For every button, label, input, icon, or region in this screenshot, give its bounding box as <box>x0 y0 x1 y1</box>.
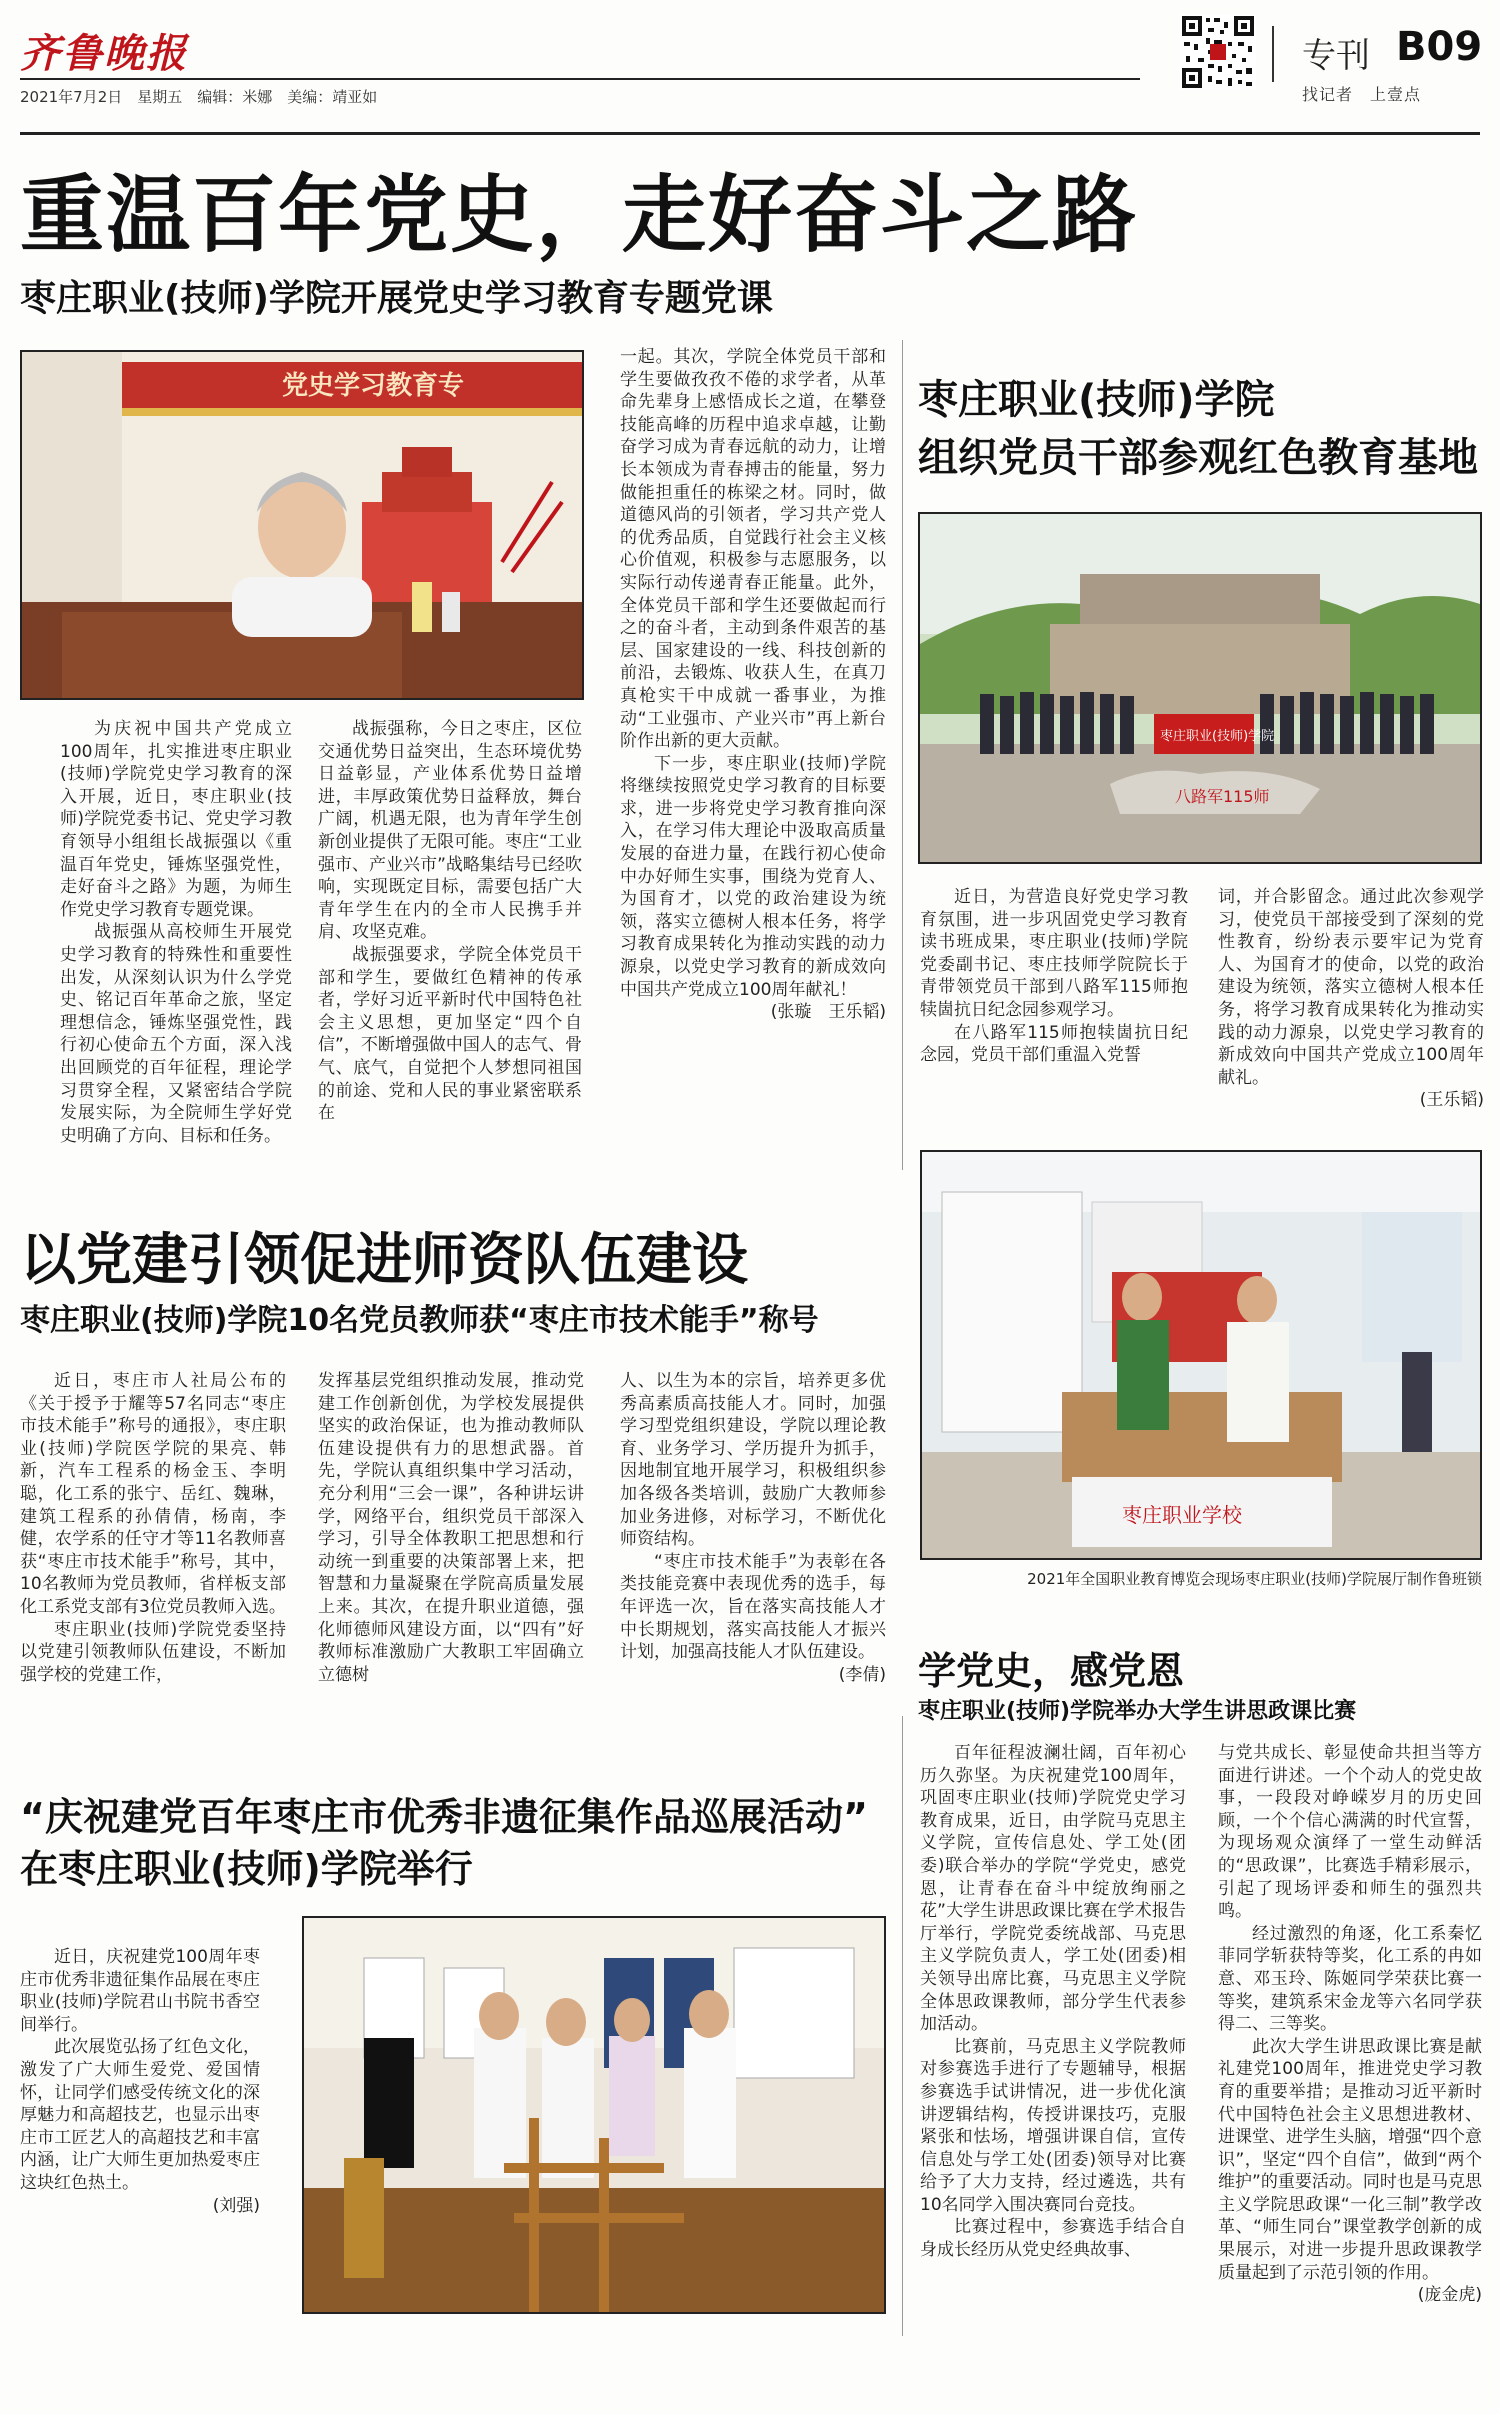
exhibition-booth-image <box>922 1152 1480 1558</box>
memorial-stone-text: 八路军115师 <box>1175 787 1270 806</box>
article2-paragraph: 在八路军115师抱犊崮抗日纪念园，党员干部们重温入党誓 <box>920 1022 1188 1066</box>
qr-code-icon[interactable] <box>1180 14 1256 106</box>
section-divider <box>1272 26 1274 82</box>
article2-column-1 <box>920 886 1188 1067</box>
masthead-rule <box>20 78 1140 80</box>
newspaper-logo: 齐鲁晚报 <box>20 30 188 77</box>
article6-paragraph: 与党共成长、彰显使命共担当等方面进行讲述。一个个动人的党史故事，一段段对峥嵘岁月的历史回顾，一个个信心满满的时代宣誓，为现场观众演绎了一堂生动鲜活的“思政课”，比赛选手精彩展示，引起了现场评委和师生的强烈共鸣。 <box>1218 1743 1482 1922</box>
article3-paragraph: 枣庄职业(技师)学院党委坚持以党建引领教师队伍建设，不断加强学校的党建工作， <box>20 1619 286 1685</box>
article1-paragraph: 为庆祝中国共产党成立100周年，扎实推进枣庄职业(技师)学院党史学习教育的深入开展，近日，枣庄职业(技师)学院党委书记、党史学习教育领导小组组长战振强以《重温百年党史，锤炼坚强党性，走好奋斗之路》为题，为师生作党史学习教育专题党课。 <box>60 719 292 920</box>
article6-paragraph: 比赛前，马克思主义学院教师对参赛选手进行了专题辅导，根据参赛选手试讲情况，进一步优化演讲逻辑结构，传授讲课技巧，克服紧张和怯场，增强讲课自信，宣传信息处与学工处(团委)领导对比赛给予了大力支持，经过遴选，共有10名同学入围决赛同台竞技。 <box>920 2036 1186 2215</box>
lecture-scene-image <box>22 352 582 698</box>
article4-photo <box>920 1150 1482 1560</box>
article5-column-1 <box>20 1946 260 2217</box>
article6-column-1 <box>920 1742 1186 2262</box>
heritage-exhibit-image <box>304 1918 884 2312</box>
top-rule <box>20 132 1480 135</box>
article1-subheadline: 枣庄职业(技师)学院开展党史学习教育专题党课 <box>20 278 773 319</box>
article1-paragraph: 战振强从高校师生开展党史学习教育的特殊性和重要性出发，从深刻认识为什么学党史、铭记百年革命之旅，坚定理想信念，锤炼坚强党性，践行初心使命五个方面，深入浅出回顾党的百年征程，理论学习贯穿全程，又紧密结合学院发展实际，为全院师生学好党史明确了方向、目标和任务。 <box>60 922 292 1146</box>
article2-paragraph: 近日，为营造良好党史学习教育氛围，进一步巩固党史学习教育读书班成果，枣庄职业(技师)学院党委副书记、枣庄技师学院院长于青带领党员干部到八路军115师抱犊崮抗日纪念园参观学习。 <box>920 887 1188 1020</box>
article3-column-3 <box>620 1370 886 1686</box>
article6-paragraph: 经过激烈的角逐，化工系秦忆菲同学斩获特等奖，化工系的冉如意、邓玉玲、陈姬同学荣获比赛一等奖，建筑系宋金龙等六名同学获得二、三等奖。 <box>1218 1923 1482 2035</box>
article1-paragraph: 战振强称，今日之枣庄，区位交通优势日益突出，生态环境优势日益彰显，产业体系优势日益增进，丰厚政策优势日益释放，舞台广阔，机遇无限，也为青年学生创新创业提供了无限可能。枣庄“工业强市、产业兴市”战略集结号已经吹响，实现既定目标，需要包括广大青年学生在内的全市人民携手并肩、攻坚克难。 <box>318 719 582 943</box>
article6-subheadline: 枣庄职业(技师)学院举办大学生讲思政课比赛 <box>918 1699 1357 1724</box>
article5-byline: (刘强) <box>212 2195 260 2216</box>
article2-headline-line1: 枣庄职业(技师)学院 <box>918 377 1275 423</box>
article3-column-2 <box>318 1370 584 1686</box>
article5-paragraph: 近日，庆祝建党100周年枣庄市优秀非遗征集作品展在枣庄职业(技师)学院君山书院书香空间举行。 <box>20 1947 260 2035</box>
article6-column-2 <box>1218 1742 1482 2307</box>
article2-paragraph: 词，并合影留念。通过此次参观学习，使党员干部接受到了深刻的党性教育，纷纷表示要牢记为党育人、为国育才的使命，以党的政治建设为统领，落实立德树人根本任务，将学习教育成果转化为推动实践的动力源泉，以党史学习教育的新成效向中国共产党成立100周年献礼。 <box>1218 887 1484 1088</box>
article6-paragraph: 此次大学生讲思政课比赛是献礼建党100周年，推进党史学习教育的重要举措；是推动习近平新时代中国特色社会主义思想进教材、进课堂、进学生头脑，增强“四个意识”，坚定“四个自信”，做到“两个维护”的重要活动。同时也是马克思主义学院思政课“一化三制”教学改革、“师生同台”课堂教学创新的成果展示，对进一步提升思政课教学质量起到了示范引领的作用。 <box>1218 2036 1482 2283</box>
article4-caption: 2021年全国职业教育博览会现场枣庄职业(技师)学院展厅制作鲁班锁 <box>1027 1570 1482 1588</box>
article3-paragraph: 人、以生为本的宗旨，培养更多优秀高素质高技能人才。同时，加强学习型党组织建设，学院以理论教育、业务学习、学历提升为抓手，因地制宜地开展学习，积极组织参加各级各类培训，鼓励广大教师参加业务进修，对标学习，不断优化师资结构。 <box>620 1371 886 1550</box>
article1-byline: (张璇 王乐韬) <box>770 1002 886 1023</box>
article5-paragraph: 此次展览弘扬了红色文化，激发了广大师生爱党、爱国情怀，让同学们感受传统文化的深厚魅力和高超技艺，也显示出枣庄市工匠艺人的高超技艺和丰富内涵，让广大师生更加热爱枣庄这块红色热土。 <box>20 2037 260 2193</box>
article3-column-1 <box>20 1370 286 1686</box>
article6-byline: (庞金虎) <box>1417 2285 1482 2306</box>
article3-byline: (李倩) <box>838 1664 886 1685</box>
memorial-group-image <box>920 514 1480 862</box>
date-editor-line: 2021年7月2日 星期五 编辑：米娜 美编：靖亚如 <box>20 88 378 106</box>
article3-headline: 以党建引领促进师资队伍建设 <box>20 1228 748 1293</box>
article1-paragraph: 一起。其次，学院全体党员干部和学生要做孜孜不倦的求学者，从革命先辈身上感悟成长之道，在攀登技能高峰的历程中追求卓越，让勤奋学习成为青春远航的动力，让增长本领成为青春搏击的能量，努力做能担重任的栋梁之材。同时，做道德风尚的引领者，学习共产党人的优秀品质，自觉践行社会主义核心价值观，积极参与志愿服务，以实际行动传递青春正能量。此外，全体党员干部和学生还要做起而行之的奋斗者，主动到条件艰苦的基层、国家建设的一线、科技创新的前沿，去锻炼、收获人生，在真刀真枪实干中成就一番事业，为推动“工业强市、产业兴市”再上新台阶作出新的更大贡献。 <box>620 347 886 752</box>
banner-text: 党史学习教育专 <box>282 371 465 401</box>
booth-sign-text: 枣庄职业学校 <box>1122 1503 1242 1527</box>
masthead-credits: 找记者 上壹点 <box>1302 85 1422 104</box>
article1-paragraph: 下一步，枣庄职业(技师)学院将继续按照党史学习教育的目标要求，进一步将党史学习教育推向深入，在学习伟大理论中汲取高质量发展的奋进力量，在践行初心使命中办好师生实事，围绕为党育人、为国育才，以党的政治建设为统领，落实立德树人根本任务，将学习教育成果转化为推动实践的动力源泉，以党史学习教育的新成效向中国共产党成立100周年献礼！ <box>620 753 886 1000</box>
article2-byline: (王乐韬) <box>1419 1090 1484 1111</box>
article6-headline: 学党史，感党恩 <box>918 1649 1185 1693</box>
article3-paragraph: 发挥基层党组织推动发展，推动党建工作创新创优，为学校发展提供坚实的政治保证，也为推动教师队伍建设提供有力的思想武器。首先，学院认真组织集中学习活动，充分利用“三会一课”，各种讲坛讲学，网络平台，组织党员干部深入学习，引导全体教职工把思想和行动统一到重要的决策部署上来，把智慧和力量凝聚在学院高质量发展上来。其次，在提升职业道德，强化师德师风建设方面，以“四有”好教师标准激励广大教职工牢固确立立德树 <box>318 1371 584 1685</box>
article2-column-2 <box>1218 886 1484 1112</box>
article1-headline: 重温百年党史，走好奋斗之路 <box>20 166 1139 264</box>
article1-column-2 <box>318 718 582 1125</box>
article1-column-1 <box>60 718 292 1147</box>
section-name: 专刊 <box>1302 36 1370 76</box>
article5-headline-line1: “庆祝建党百年枣庄市优秀非遗征集作品巡展活动” <box>20 1795 868 1839</box>
article1-paragraph: 战振强要求，学院全体党员干部和学生，要做红色精神的传承者，学好习近平新时代中国特色社会主义思想，更加坚定“四个自信”，不断增强做中国人的志气、骨气、底气，自觉把个人梦想同祖国的前途、党和人民的事业紧密联系在 <box>318 944 582 1124</box>
group-banner-text: 枣庄职业(技师)学院 <box>1160 729 1275 744</box>
article1-photo <box>20 350 584 700</box>
article1-column-3 <box>620 346 886 1024</box>
article5-photo <box>302 1916 886 2314</box>
column-rule <box>902 340 903 1170</box>
article2-headline-line2: 组织党员干部参观红色教育基地 <box>918 435 1478 481</box>
article6-paragraph: 百年征程波澜壮阔，百年初心历久弥坚。为庆祝建党100周年，巩固枣庄职业(技师)学院党史学习教育成果，近日，由学院马克思主义学院，宣传信息处、学工处(团委)联合举办的学院“学党史，感党恩，让青春在奋斗中绽放绚丽之花”大学生讲思政课比赛在学术报告厅举行，学院党委统战部、马克思主义学院负责人，学工处(团委)相关领导出席比赛，马克思主义学院全体思政课教师，部分学生代表参加活动。 <box>920 1743 1186 2035</box>
article3-paragraph: “枣庄市技术能手”为表彰在各类技能竞赛中表现优秀的选手，每年评选一次，旨在落实高技能人才中长期规划，落实高技能人才振兴计划，加强高技能人才队伍建设。 <box>620 1551 886 1663</box>
column-rule <box>902 1716 903 2336</box>
article5-headline-line2: 在枣庄职业(技师)学院举行 <box>20 1847 473 1891</box>
page-code: B09 <box>1396 24 1483 70</box>
article3-subheadline: 枣庄职业(技师)学院10名党员教师获“枣庄市技术能手”称号 <box>20 1303 819 1338</box>
article3-paragraph: 近日，枣庄市人社局公布的《关于授予于耀等57名同志“枣庄市技术能手”称号的通报》，枣庄职业(技师)学院医学院的果亮、韩新，汽车工程系的杨金玉、李明聪，化工系的张宁、岳红、魏琳，建筑工程系的孙倩倩，杨南，李健，农学系的任守才等11名教师喜获“枣庄市技术能手”称号，其中，10名教师为党员教师，省样板支部化工系党支部有3位党员教师入选。 <box>20 1371 286 1617</box>
article2-photo <box>918 512 1482 864</box>
article6-paragraph: 比赛过程中，参赛选手结合自身成长经历从党史经典故事、 <box>920 2217 1186 2261</box>
